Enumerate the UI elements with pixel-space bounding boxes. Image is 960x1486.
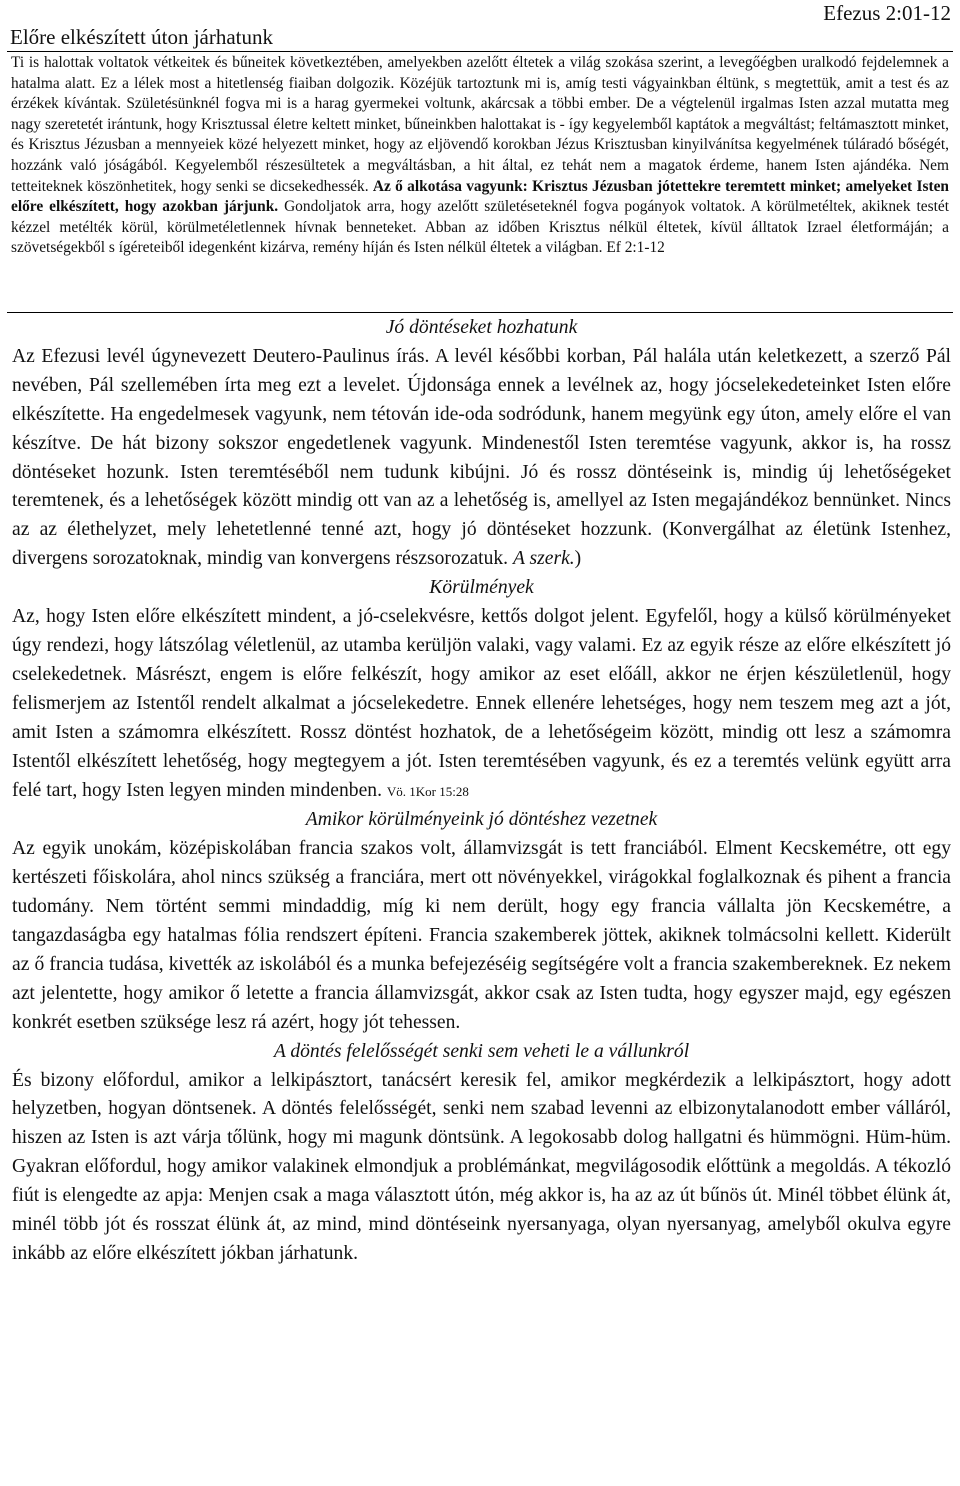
scripture-box <box>7 51 953 313</box>
bible-reference: Efezus 2:01-12 <box>823 1 951 25</box>
section-text-1: Az Efezusi levél úgynevezett Deutero-Paulinus írás. A levél későbbi korban, Pál halála után keletkezett, a szerző Pál nevében, Pál szellemében írta meg ezt a levelet. Újdonsága ennek a levélnek az, hogy jócselekedeteinket Isten előre elkészítette. Ha engedelmesek vagyunk, nem tétován ide-oda sodródunk, hanem megyünk egy úton, amely előre el van készítve. De hát bizony sokszor engedetlenek vagyunk. Mindenestől Isten teremtése vagyunk, akkor is, ha rossz döntéseket hozunk. Isten teremtéséből nem tudunk kibújni. Jó és rossz döntéseink is, mindig új lehetőségeket teremtenek, és a lehetőségek között mindig ott van az a lehetőség is, amellyel az Isten megajándékoz bennünket. Nincs az az élethelyzet, mely lehetetlenné tenné azt, hogy jó döntéseket hozzunk. (Konvergálhat az életünk Istenhez, divergens sorozatoknak, mindig van konvergens részsorozatuk. <box>12 345 951 570</box>
section-text-2: Az, hogy Isten előre elkészített mindent, a jó-cselekvésre, kettős dolgot jelent. Egyfelől, hogy a külső körülményeket úgy rendezi, hogy látszólag véletlenül, az utamba kerüljön valaki, vagy valami. Ez az egyik része az előre elkészített jó cselekedetnek. Másrészt, engem is előre felkészít, hogy amikor az eset előáll, akkor ne érjen készületlenül, hogy felismerjem az Istentől rendelt alkalmat a jócselekedetre. Ennek ellenére lehetséges, hogy nem teszem meg azt a jót, amit Isten a számomra elkészített. Rossz döntést hozhatok, de a lehetőségeim között, mindig ott lesz a számomra Istentől elkészített lehetőség, hogy megtegyem a jót. Isten teremtésében vagyunk, és ez a teremtés velünk együtt arra felé tart, hogy Isten legyen minden mindenben. <box>12 606 951 801</box>
section-body-1 <box>12 343 951 574</box>
section-heading-2: Körülmények <box>429 577 534 599</box>
closing-paren: ) <box>574 548 582 570</box>
cross-reference: Vö. 1Kor 15:28 <box>386 783 469 799</box>
section-heading-1: Jó döntéseket hozhatunk <box>385 317 578 338</box>
main-content <box>12 314 951 1269</box>
scripture-part-2: Gondoljatok arra, hogy azelőtt születéseteknél fogva pogányok voltatok. A körülmetéltek, akiknek testét kézzel metélték körül, körülmetéletlennek hívnak benneteket. Abban az időben Krisztus nélkül éltetek, kívül álltatok Izrael életformáján; a szövetségekből s ígéreteiből idegenként kizárva, remény híján és Isten nélkül éltetek a világban. Ef 2:1-12 <box>11 198 949 257</box>
section-body-4: És bizony előfordul, amikor a lelkipásztort, tanácsért keresik fel, amikor megkérdezik a lelkipásztort, hogy adott helyzetben, hogyan döntsenek. A döntés felelősségét, senki nem szabad levenni az elbizonytalanodott ember válláról, hiszen az Isten is azt várja tőlünk, hogy mi magunk döntsünk. A legokosabb dolog hallgatni és hümmögni. Hüm-hüm. Gyakran előfordul, hogy amikor valakinek elmondjuk a problémánkat, megvilágosodik előttünk a megoldás. A tékozló fiút is elengedte az apja: Menjen csak a maga választott útón, még akkor is, ha az az út bűnös út. Minél többet élünk át, minél több jót és rosszat élünk át, az mind, mind döntéseink nyersanyaga, olyan nyersanyag, amelyből okulva egyre inkább az előre elkészített jókban járhatunk. <box>12 1069 951 1264</box>
section-body-2 <box>12 603 951 806</box>
section-heading-4: A döntés felelősségét senki sem veheti le a vállunkról <box>273 1040 690 1062</box>
scripture-part-1: Ti is halottak voltatok vétkeitek és bűneitek következtében, amelyekben azelőtt éltetek a világ szokása szerint, a levegőégben uralkodó fejdelemnek a hatalma alatt. Ez a lélek most a hitetlenség fiaiban dolgozik. Közéjük tartoztunk mi is, amíg testi vágyainkban éltünk, s megtettük, amit a test és az érzékek kívántak. Születésünknél fogva mi is a harag gyermekei voltunk, akárcsak a többi ember. De a végtelenül irgalmas Isten azzal mutatta meg nagy szeretetét irántunk, hogy Krisztussal életre keltett minket, bűneinkben halottakat is - így kegyelemből kaptátok a megváltást; feltámasztott minket, és Krisztus Jézusban a mennyeiek közé helyezett minket, hogy az eljövendő korokban Jézus Krisztusban kinyilvánítsa kegyelmének túláradó bőségét, hozzánk való jóságából. Kegyelemből részesültetek a megváltásban, a hit által, ez tehát nem a magatok érdeme, hanem Isten ajándéka. Nem tetteiteknek köszönhetitek, hogy senki se dicsekedhessék. <box>11 54 949 195</box>
scripture-bold-verse: Az ő alkotása vagyunk: Krisztus Jézusban jótettekre teremtett minket; amelyeket Isten előre elkészített, hogy azokban járjunk. <box>11 177 949 216</box>
section-body-3: Az egyik unokám, középiskolában francia szakos volt, államvizsgát is tett franciából. Elment Kecskemétre, ott egy kertészeti főiskolára, ahol nincs szükség a franciára, mert ott növényekkel, virágokkal foglalkoznak és pihent a francia tudomány. Nem történt semmi mindaddig, míg ki nem derült, hogy egy francia vállalta jön Kecskemétre, a tangazdaságba egy hatalmas fólia rendszert építeni. Francia szakemberek jöttek, akiknek tolmácsolni kellett. Kiderült az ő francia tudása, kivették az iskolából és a munka befejezéséig segítségére volt a francia szakembereknek. Ez nekem azt jelentette, hogy amikor ő letette a francia államvizsgát, akkor csak az Isten tudta, hogy egyszer majd, egy egészen konkrét esetben szüksége lesz rá azért, hogy jót tehessen. <box>12 838 951 1033</box>
section-heading-3: Amikor körülményeink jó döntéshez vezetnek <box>305 809 658 831</box>
editor-note: A szerk. <box>512 548 575 570</box>
page-title: Előre elkészített úton járhatunk <box>10 25 273 49</box>
scripture-text <box>11 53 949 259</box>
